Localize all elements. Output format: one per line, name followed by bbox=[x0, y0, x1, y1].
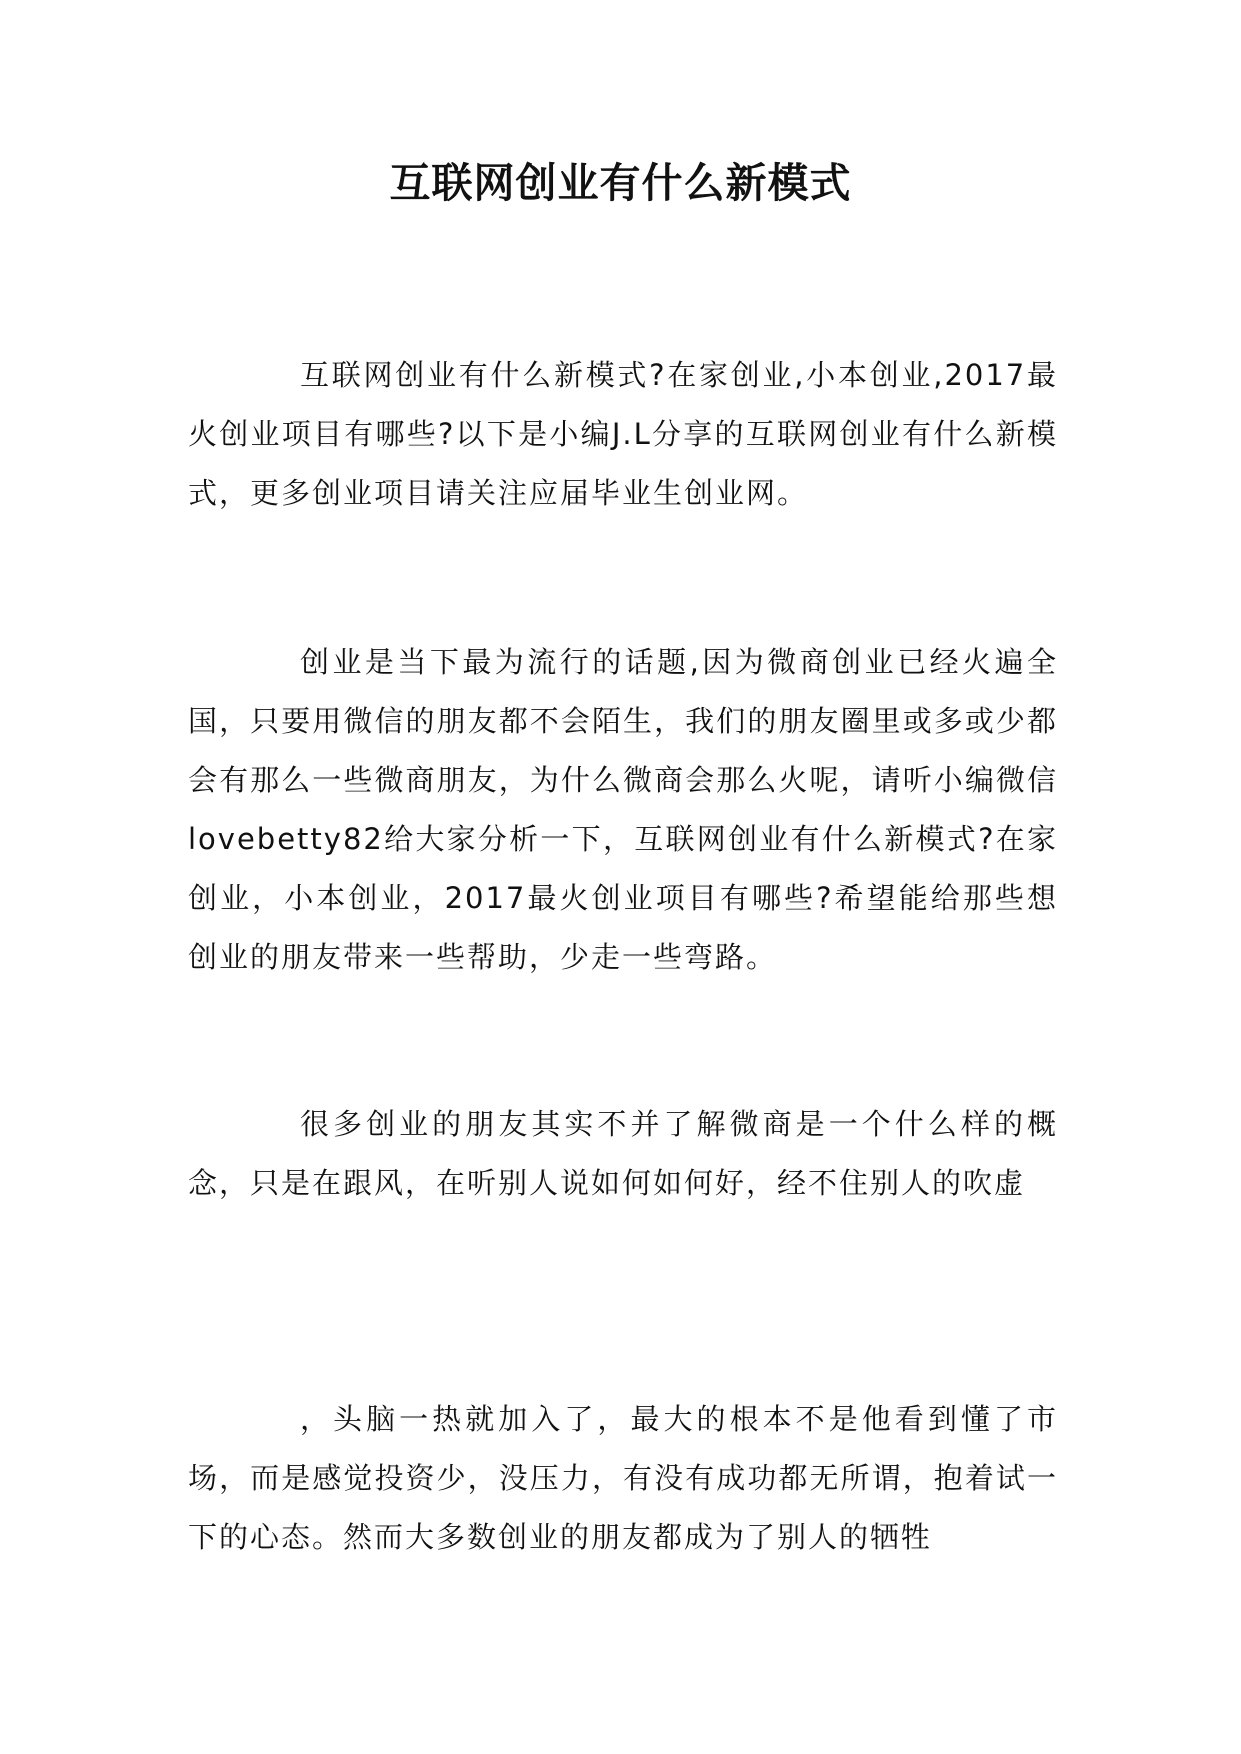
paragraph-3: 很多创业的朋友其实不并了解微商是一个什么样的概念，只是在跟风，在听别人说如何如何好，经不住别人的吹虚 bbox=[188, 1107, 1058, 1200]
paragraph-1: 互联网创业有什么新模式?在家创业,小本创业,2017最火创业项目有哪些?以下是小编J.L分享的互联网创业有什么新模式，更多创业项目请关注应届毕业生创业网。 bbox=[188, 358, 1058, 510]
paragraph-2: 创业是当下最为流行的话题,因为微商创业已经火遍全国，只要用微信的朋友都不会陌生，我们的朋友圈里或多或少都会有那么一些微商朋友，为什么微商会那么火呢，请听小编微信lovebetty82给大家分析一下，互联网创业有什么新模式?在家创业，小本创业，2017最火创业项目有哪些?希望能给那些想创业的朋友带来一些帮助，少走一些弯路。 bbox=[188, 645, 1058, 974]
paragraph-4: ，头脑一热就加入了，最大的根本不是他看到懂了市场，而是感觉投资少，没压力，有没有成功都无所谓，抱着试一下的心态。然而大多数创业的朋友都成为了别人的牺牲 bbox=[188, 1402, 1058, 1554]
document-title: 互联网创业有什么新模式 bbox=[389, 159, 852, 207]
